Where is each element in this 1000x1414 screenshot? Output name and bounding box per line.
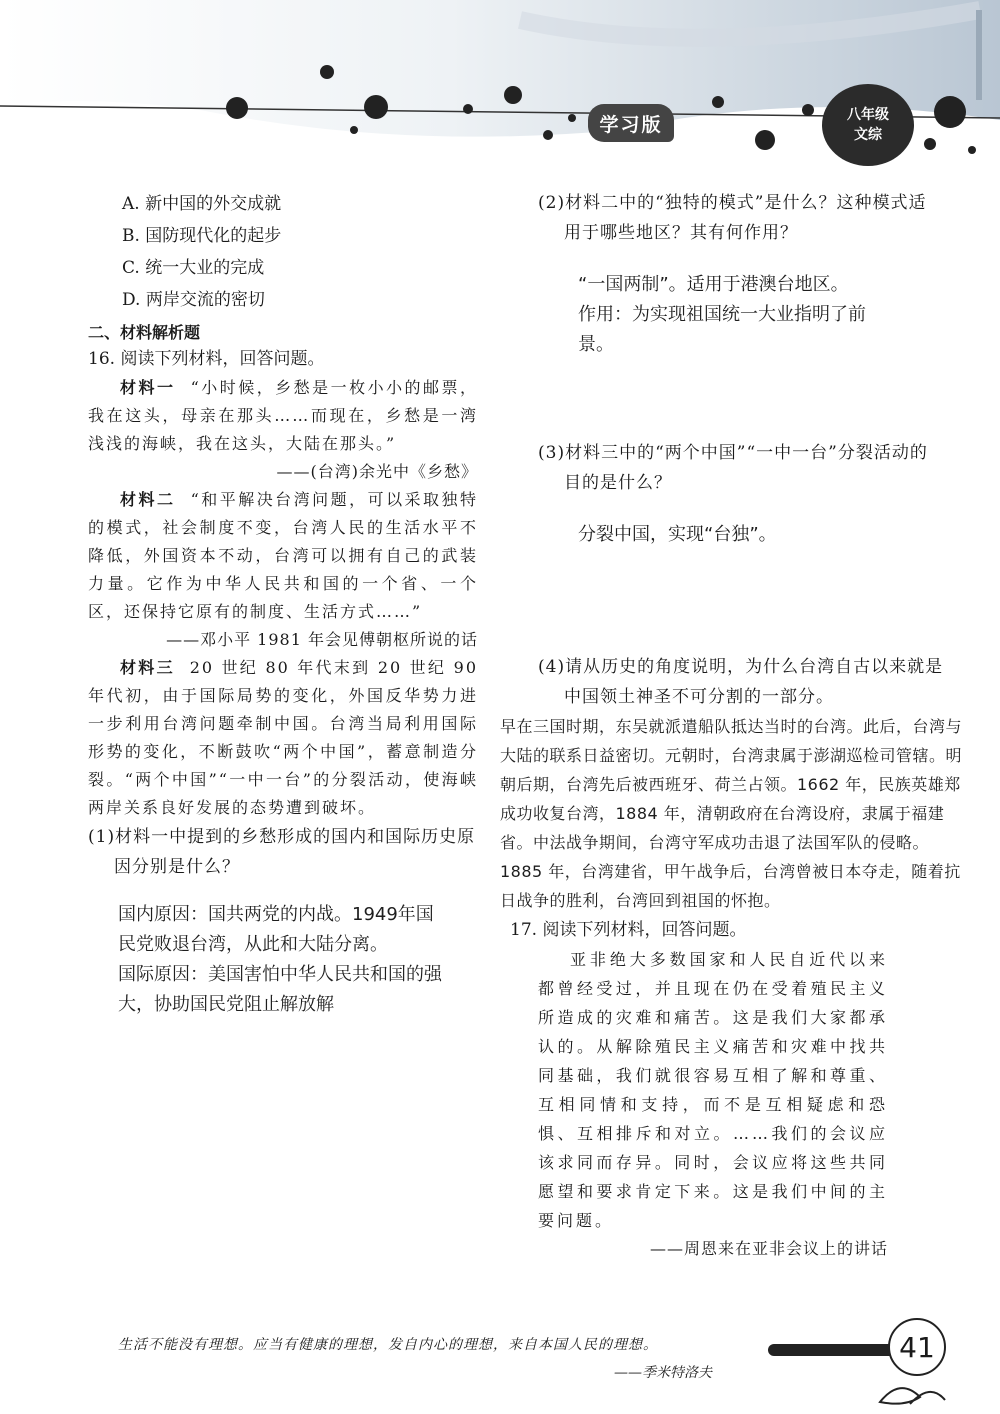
section-title: 二、材料解析题 [88,323,201,342]
question-17-stem: 17. 阅读下列材料，回答问题。 [510,920,747,940]
material-1-label: 材料一 [120,378,176,397]
material-2-source: ——邓小平 1981 年会见傅朝枢所说的话 [166,630,478,649]
material-2-label: 材料二 [120,490,176,509]
footer-decoration-bar [768,1344,896,1356]
material-3-text: 20 世纪 80 年代末到 20 世纪 90 年代初，由于国际局势的变化，外国反华势力进一步利用台湾问题牵制中国。台湾当局利用国际形势的变化，不断鼓吹“两个中国”，蓄意制造分裂。“两个中国”“一中一台”的分裂活动，使海峡两岸关系良好发展的态势遭到破坏。 [88,658,478,817]
option-b: B. 国防现代化的起步 [122,226,282,246]
edition-badge: 学习版 [588,104,674,142]
sub-question-4: (4)请从历史的角度说明，为什么台湾自古以来就是中国领土神圣不可分割的一部分。 [538,657,944,707]
page-number: 41 [888,1318,946,1376]
question-16-stem: 16. 阅读下列材料，回答问题。 [88,349,325,369]
material-3-label: 材料三 [120,658,175,677]
material-1 [88,374,478,458]
brand-line-2: 文综 [854,127,882,143]
brand-line-1: 八年级 [847,107,889,123]
footer-quote: 生活不能没有理想。应当有健康的理想，发自内心的理想，来自本国人民的理想。 [118,1337,658,1353]
sub-1-answer-international: 国际原因：美国害怕中华人民共和国的强大，协助国民党阻止解放解 [118,964,442,1015]
material-1-text: “小时候，乡愁是一枚小小的邮票，我在这头，母亲在那头……而现在，乡愁是一湾浅浅的海峡，我在这头，大陆在那头。” [88,378,478,453]
option-c: C. 统一大业的完成 [122,258,265,278]
sub-question-2: (2)材料二中的“独特的模式”是什么？这种模式适用于哪些地区？其有何作用？ [538,193,927,243]
material-1-source: ——(台湾)余光中《乡愁》 [276,462,478,481]
sub-4-answer: 早在三国时期，东吴就派遣船队抵达当时的台湾。此后，台湾与大陆的联系日益密切。元朝时，台湾隶属于澎湖巡检司管辖。明朝后期，台湾先后被西班牙、荷兰占领。1662 年，民族英雄郑成功收复台湾，1884 年，清朝政府在台湾设府，隶属于福建省。中法战争期间，台湾守军成功击退了法国军队的侵略。1885 年，台湾建省，甲午战争后，台湾曾被日本夺走，随着抗日战争的胜利，台湾回到祖国的怀抱。 [500,717,963,910]
sub-2-answer-1: “一国两制”。适用于港澳台地区。 [578,274,849,295]
material-3 [88,654,478,822]
question-17-material: 亚非绝大多数国家和人民自近代以来都曾经受过，并且现在仍在受着殖民主义所造成的灾难和痛苦。这是我们大家都承认的。从解除殖民主义痛苦和灾难中找共同基础，我们就很容易互相了解和尊重、互相同情和支持，而不是互相疑虑和恐惧、互相排斥和对立。……我们的会议应该求同而存异。同时，会议应将这些共同愿望和要求肯定下来。这是我们中间的主要问题。 [538,950,888,1230]
page-header [0,0,1000,180]
material-2 [88,486,478,626]
leaf-icon [870,1372,950,1412]
footer-author: ——季米特洛夫 [614,1365,712,1381]
right-column [500,188,980,1263]
sub-3-answer: 分裂中国，实现“台独”。 [578,524,777,545]
sub-question-1: (1)材料一中提到的乡愁形成的国内和国际历史原因分别是什么？ [88,827,476,877]
left-column [88,188,478,1020]
material-2-text: “和平解决台湾问题，可以采取独特的模式，社会制度不变，台湾人民的生活水平不降低，外国资本不动，台湾可以拥有自己的武装力量。它作为中华人民共和国的一个省、一个区，还保持它原有的制度、生活方式……” [88,490,478,621]
sub-question-3: (3)材料三中的“两个中国”“一中一台”分裂活动的目的是什么？ [538,443,928,493]
brand-logo [822,84,914,166]
option-d: D. 两岸交流的密切 [122,290,265,310]
sub-1-answer-domestic: 国内原因：国共两党的内战。1949年国民党败退台湾，从此和大陆分离。 [118,904,434,955]
sub-2-answer-2: 作用：为实现祖国统一大业指明了前景。 [578,304,866,355]
question-17-source: ——周恩来在亚非会议上的讲话 [649,1239,888,1258]
option-a: A. 新中国的外交成就 [122,194,282,214]
